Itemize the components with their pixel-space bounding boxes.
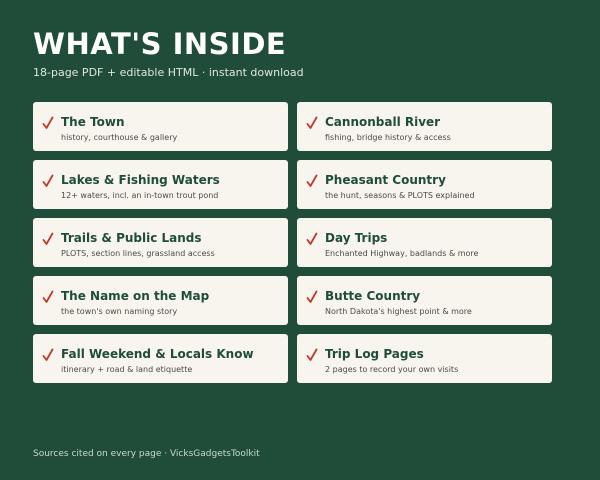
card-title: Cannonball River	[325, 115, 441, 129]
card-title: The Name on the Map	[61, 289, 210, 303]
card-description: history, courthouse & gallery	[61, 133, 178, 142]
contents-grid	[33, 102, 552, 383]
card-title: Fall Weekend & Locals Know	[61, 347, 254, 361]
card-description: PLOTS, section lines, grassland access	[61, 249, 215, 258]
content-card	[33, 334, 288, 383]
page-title: WHAT'S INSIDE	[33, 27, 287, 61]
card-description: 2 pages to record your own visits	[325, 365, 459, 374]
card-description: the town's own naming story	[61, 307, 178, 316]
card-title: Trip Log Pages	[325, 347, 424, 361]
checkmark-icon	[42, 116, 54, 130]
card-title: The Town	[61, 115, 125, 129]
card-title: Day Trips	[325, 231, 388, 245]
content-card	[297, 160, 552, 209]
subtitle: 18-page PDF + editable HTML · instant download	[33, 66, 304, 79]
content-card	[33, 102, 288, 151]
card-title: Lakes & Fishing Waters	[61, 173, 220, 187]
card-title: Butte Country	[325, 289, 421, 303]
checkmark-icon	[42, 232, 54, 246]
card-description: Enchanted Highway, badlands & more	[325, 249, 479, 258]
checkmark-icon	[306, 232, 318, 246]
card-description: North Dakota's highest point & more	[325, 307, 472, 316]
content-card	[297, 102, 552, 151]
content-card	[33, 276, 288, 325]
content-card	[33, 160, 288, 209]
checkmark-icon	[306, 174, 318, 188]
checkmark-icon	[306, 348, 318, 362]
card-description: the hunt, seasons & PLOTS explained	[325, 191, 475, 200]
content-card	[297, 218, 552, 267]
checkmark-icon	[42, 348, 54, 362]
content-card	[33, 218, 288, 267]
checkmark-icon	[42, 290, 54, 304]
checkmark-icon	[42, 174, 54, 188]
card-title: Pheasant Country	[325, 173, 446, 187]
content-card	[297, 276, 552, 325]
card-title: Trails & Public Lands	[61, 231, 202, 245]
checkmark-icon	[306, 116, 318, 130]
checkmark-icon	[306, 290, 318, 304]
card-description: 12+ waters, incl. an in-town trout pond	[61, 191, 219, 200]
card-description: fishing, bridge history & access	[325, 133, 451, 142]
content-card	[297, 334, 552, 383]
footer-text: Sources cited on every page · VicksGadgetsToolkit	[33, 449, 260, 459]
card-description: itinerary + road & land etiquette	[61, 365, 193, 374]
